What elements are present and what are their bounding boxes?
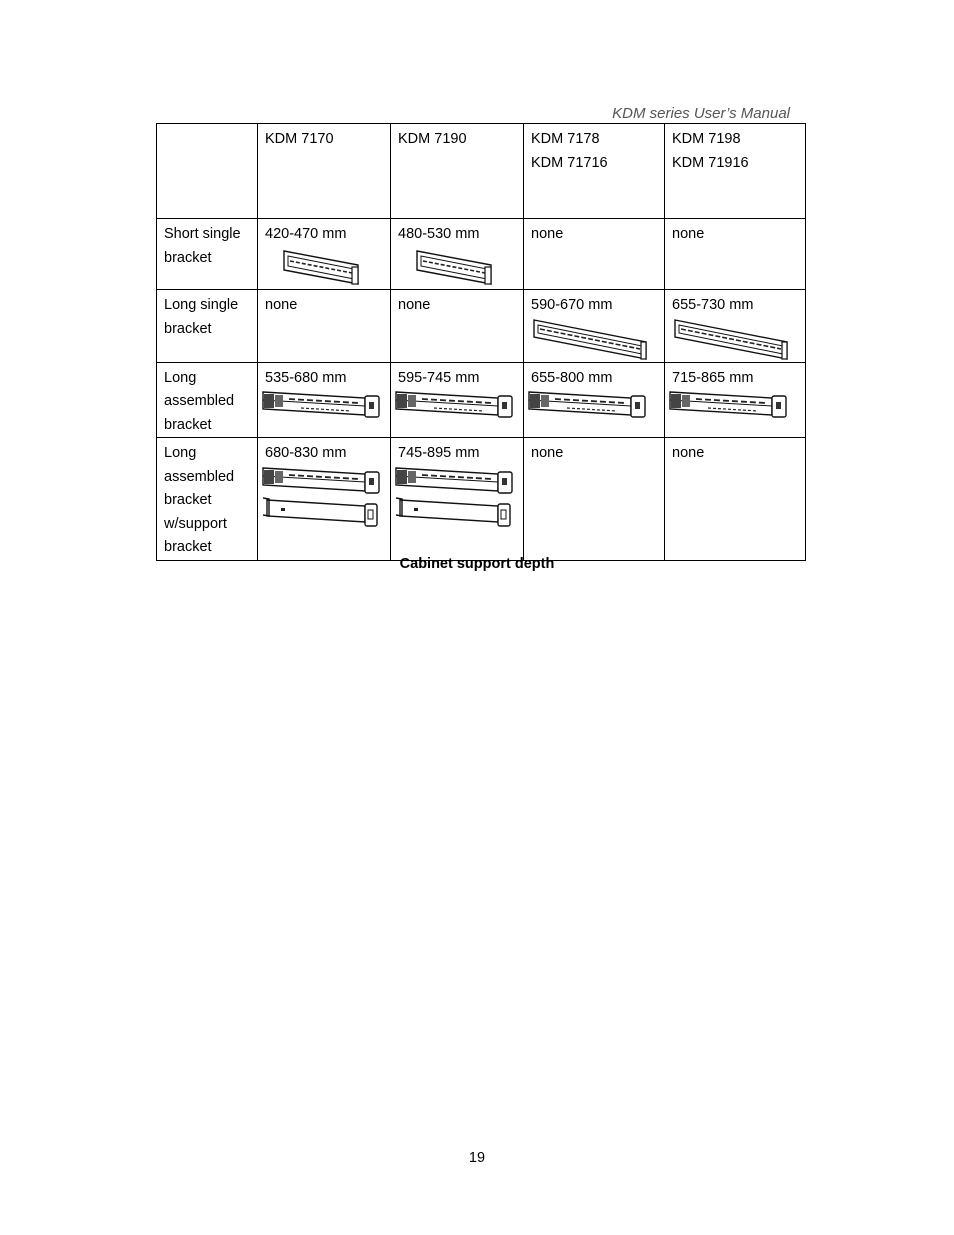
depth-range: none [265,297,298,313]
row-label-line: bracket [164,320,212,337]
assembled-with-support-bracket-icon [394,466,516,532]
table-cell [524,290,665,363]
header-cell-empty [157,124,258,219]
table-cell [258,219,391,290]
depth-range: none [531,226,564,242]
table-row-long-assembled-with-support-bracket [157,438,806,561]
row-label-line: bracket [164,539,212,555]
model-name: KDM 7190 [398,131,467,147]
row-label-cell [157,362,258,438]
row-label-line: assembled [164,393,235,409]
model-name: KDM 71716 [531,154,608,171]
depth-range: 595-745 mm [398,369,480,386]
table-cell [391,219,524,290]
depth-range: none [531,445,564,461]
row-label-line: Long [164,445,197,461]
table-row-long-single-bracket [157,290,806,363]
row-label-line: bracket [164,249,212,266]
header-cell-kdm-7198 [665,124,806,219]
table-cell [258,438,391,561]
table-cell [665,290,806,363]
row-label-line: Long single [164,297,239,313]
long-bracket-icon [532,318,650,362]
depth-range: 590-670 mm [531,297,613,313]
table-caption: Cabinet support depth [399,556,555,572]
table-cell [258,362,391,438]
table-cell [391,438,524,561]
depth-range: 480-530 mm [398,226,480,242]
depth-range: 655-800 mm [531,369,613,386]
assembled-bracket-icon [668,390,790,420]
row-label-line: bracket [164,416,212,433]
model-name: KDM 71916 [672,154,749,171]
row-label-line: Short single [164,226,241,242]
running-header: KDM series User’s Manual [612,105,790,122]
header-cell-kdm-7178 [524,124,665,219]
short-bracket-icon [415,247,495,287]
page-number: 19 [468,1150,486,1166]
table-header-row [157,124,806,219]
table-cell [524,362,665,438]
depth-range: 715-865 mm [672,369,754,386]
row-label-cell [157,290,258,363]
table-cell [524,219,665,290]
depth-range: 535-680 mm [265,369,347,386]
table-cell [665,362,806,438]
row-label-line: w/support [164,515,227,532]
long-bracket-icon [673,318,791,362]
depth-range: none [672,445,705,461]
assembled-bracket-icon [394,390,516,420]
row-label-line: Long [164,369,197,386]
table-row-long-assembled-bracket [157,362,806,438]
depth-range: 680-830 mm [265,445,347,461]
row-label-line: assembled [164,468,235,485]
cabinet-support-depth-table [156,123,806,561]
row-label-cell [157,219,258,290]
depth-range: 655-730 mm [672,297,754,313]
short-bracket-icon [282,247,362,287]
table-cell [665,438,806,561]
header-cell-kdm-7170 [258,124,391,219]
depth-range: 745-895 mm [398,445,480,461]
table-cell [524,438,665,561]
header-cell-kdm-7190 [391,124,524,219]
model-name: KDM 7198 [672,131,741,147]
model-name: KDM 7170 [265,131,334,147]
assembled-bracket-icon [527,390,649,420]
table-cell [665,219,806,290]
table-row-short-single-bracket [157,219,806,290]
row-label-cell [157,438,258,561]
depth-range: none [398,297,431,313]
table-cell [391,362,524,438]
depth-range: none [672,226,705,242]
assembled-bracket-icon [261,390,383,420]
table-cell [391,290,524,363]
table-cell [258,290,391,363]
model-name: KDM 7178 [531,131,600,147]
depth-range: 420-470 mm [265,226,347,242]
row-label-line: bracket [164,492,212,508]
assembled-with-support-bracket-icon [261,466,383,532]
